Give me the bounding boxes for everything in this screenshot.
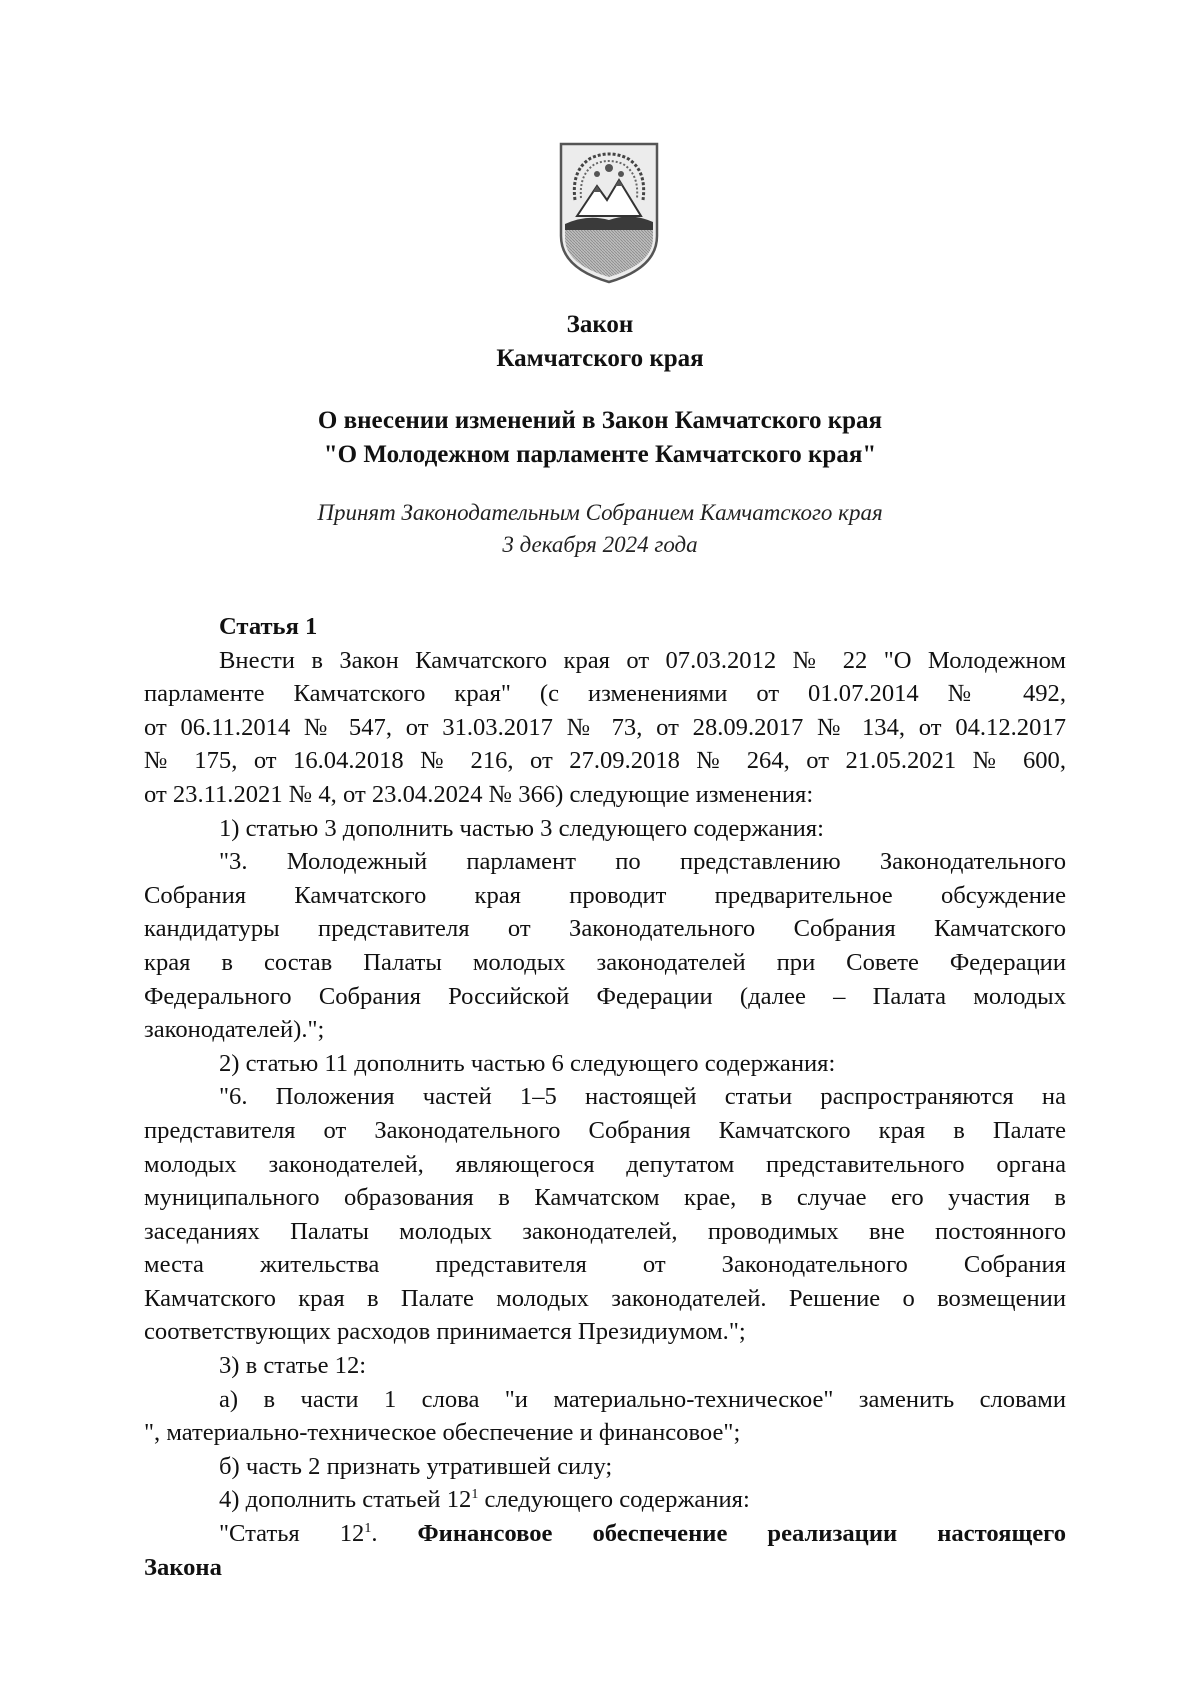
article-heading: Статья 1 <box>219 613 318 640</box>
quote-line: места жительства представителя от Законодательного Собрания <box>144 1251 1066 1279</box>
adoption-note <box>0 497 1200 561</box>
new-article-superscript: 1 <box>364 1520 372 1536</box>
item4-superscript: 1 <box>471 1487 479 1503</box>
sub-item-b: б) часть 2 признать утратившей силу; <box>219 1452 613 1480</box>
law-subtitle-line1: О внесении изменений в Закон Камчатского края <box>317 407 883 434</box>
intro-line: № 175, от 16.04.2018 № 216, от 27.09.2018 № 264, от 21.05.2021 № 600, <box>144 747 1066 775</box>
new-article-label: "Статья 12 <box>219 1520 365 1548</box>
new-article-title: Финансовое обеспечение реализации настоящего <box>417 1520 1066 1548</box>
quote-line: молодых законодателей, являющегося депутатом представительного органа <box>144 1150 1066 1178</box>
intro-line: Внести в Закон Камчатского края от 07.03.2012 № 22 "О Молодежном <box>219 646 1066 674</box>
sub-item-a-cont: ", материально-техническое обеспечение и финансовое"; <box>144 1419 741 1447</box>
amendment-item-1: 1) статью 3 дополнить частью 3 следующего содержания: <box>219 814 824 842</box>
quote-line: Собрания Камчатского края проводит предварительное обсуждение <box>144 881 1066 909</box>
amendment-item-2: 2) статью 11 дополнить частью 6 следующего содержания: <box>219 1049 836 1077</box>
sub-item-a: а) в части 1 слова "и материально-техническое" заменить словами <box>219 1385 1066 1413</box>
quote-line: кандидатуры представителя от Законодательного Собрания Камчатского <box>144 915 1066 943</box>
item4-text-end: следующего содержания: <box>478 1486 750 1514</box>
quote-line: Федерального Собрания Российской Федерации (далее – Палата молодых <box>144 982 1066 1010</box>
law-title-line1: Закон <box>566 311 634 338</box>
new-article-sep: . <box>371 1520 418 1548</box>
quote-line: "6. Положения частей 1–5 настоящей статьи распространяются на <box>219 1083 1066 1111</box>
law-subtitle <box>0 404 1200 472</box>
adoption-note-line1: Принят Законодательным Собранием Камчатского края <box>317 500 883 525</box>
quote-line: края в состав Палаты молодых законодателей при Совете Федерации <box>144 948 1066 976</box>
article-body <box>144 610 1066 1584</box>
amendment-item-3: 3) в статье 12: <box>219 1352 367 1380</box>
kamchatka-coat-of-arms-icon <box>557 140 661 286</box>
law-subtitle-line2: "О Молодежном парламенте Камчатского края" <box>323 441 877 468</box>
law-title-line2: Камчатского края <box>496 345 704 372</box>
quote-line: соответствующих расходов принимается Президиумом."; <box>144 1318 746 1346</box>
intro-line: от 23.11.2021 № 4, от 23.04.2024 № 366) следующие изменения: <box>144 780 814 808</box>
quote-line: муниципального образования в Камчатском крае, в случае его участия в <box>144 1184 1066 1212</box>
adoption-date: 3 декабря 2024 года <box>502 532 698 557</box>
intro-line: парламенте Камчатского края" (с изменениями от 01.07.2014 № 492, <box>144 680 1066 708</box>
new-article-heading <box>144 1517 1066 1551</box>
intro-line: от 06.11.2014 № 547, от 31.03.2017 № 73, от 28.09.2017 № 134, от 04.12.2017 <box>144 713 1066 741</box>
quote-line: представителя от Законодательного Собрания Камчатского края в Палате <box>144 1116 1066 1144</box>
quote-line: Камчатского края в Палате молодых законодателей. Решение о возмещении <box>144 1284 1066 1312</box>
law-title <box>0 308 1200 376</box>
quote-line: заседаниях Палаты молодых законодателей, проводимых вне постоянного <box>144 1217 1066 1245</box>
new-article-title-cont: Закона <box>144 1553 222 1581</box>
amendment-item-4 <box>144 1483 1066 1517</box>
quote-line: законодателей)."; <box>144 1016 325 1044</box>
quote-line: "3. Молодежный парламент по представлению Законодательного <box>219 848 1066 876</box>
item4-text: 4) дополнить статьей 12 <box>219 1486 472 1514</box>
